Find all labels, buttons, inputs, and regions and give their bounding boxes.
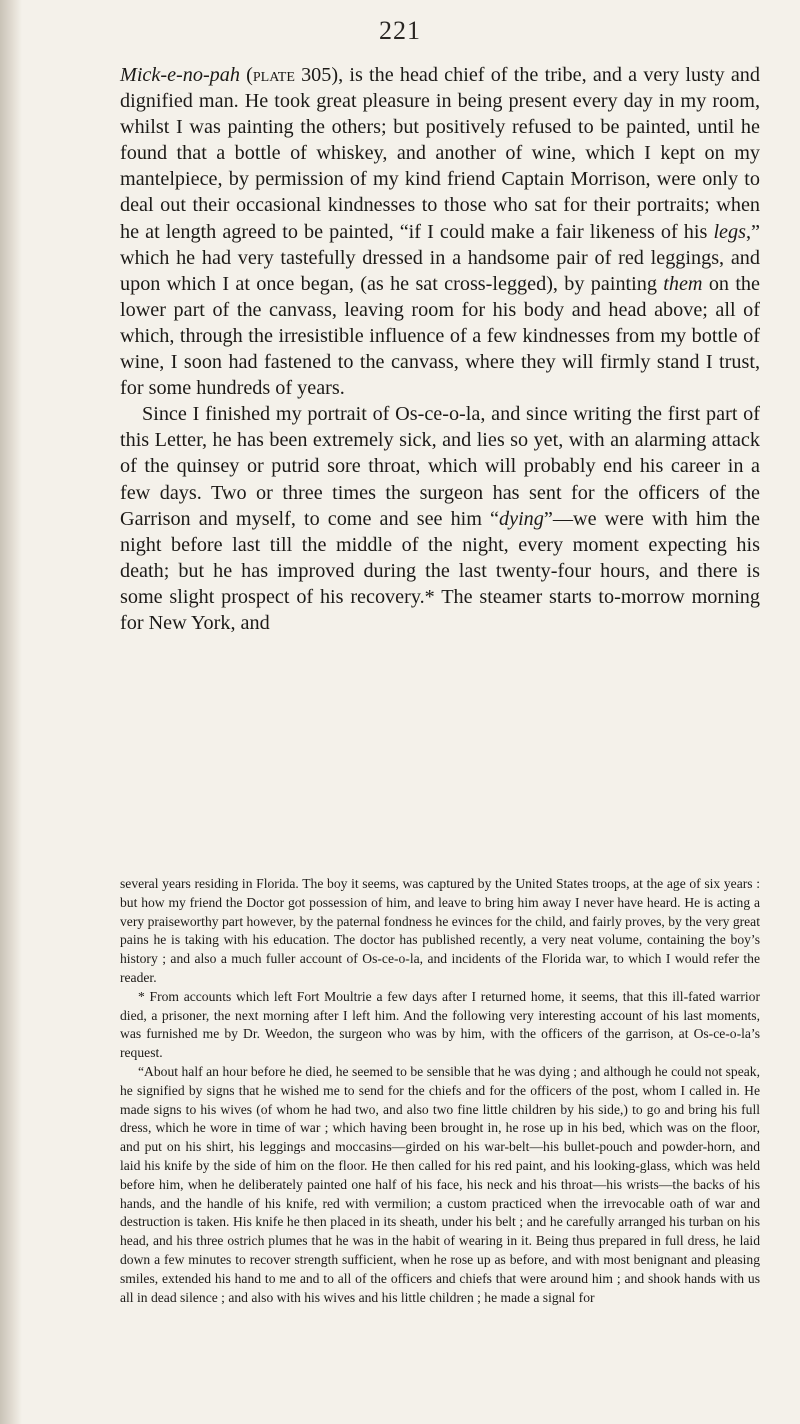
emphasis-legs: legs <box>713 220 746 243</box>
main-text <box>120 62 760 636</box>
emphasis-dying: dying <box>499 507 544 530</box>
page-number: 221 <box>379 16 421 45</box>
paragraph-text: on the lower part of the canvass, leaving room for his body and head above; all of which, through the irresistible influence of a few kindnesses from my bottle of wine, I soon had fastened to the canvass, where they will firmly stand I trust, for some hundreds of years. <box>120 272 760 400</box>
paragraph-text: , is the head chief of the tribe, and a very lusty and dignified man. He took great pleasure in being present every day in my room, whilst I was painting the others; but positively refused to be painted, until he found that a bottle of whiskey, and another of wine, which I kept on my mantelpiece, by permission of my kind friend Captain Morrison, were only to deal out their occasional kindnesses to those who sat for their portraits; when he at length agreed to be painted, “if I could make a fair likeness of his <box>120 64 760 243</box>
paragraph-mick-e-no-pah <box>120 62 760 401</box>
footnote-osceola-death: * From accounts which left Fort Moultrie a few days after I returned home, it seems, that this ill-fated warrior died, a prisoner, the next morning after I left him. And the following very interesting account of his last moments, was furnished me by Dr. Weedon, the surgeon who was by him, with the officers of the garrison, at Os-ce-o-la’s request. <box>120 988 760 1061</box>
footnote-weedon-account: “About half an hour before he died, he seemed to be sensible that he was dying ; and although he could not speak, he signified by signs that he wished me to send for the chiefs and for the officers of the post, whom I called in. He made signs to his wives (of whom he had two, and also two fine little children by his side,) to go and bring his full dress, which he wore in time of war ; which having been brought in, he rose up in his bed, which was on the floor, and put on his shirt, his leggings and moccasins—girded on his war-belt—his bullet-pouch and powder-horn, and laid his knife by the side of him on the floor. He then called for his red paint, and his looking-glass, which was held before him, when he deliberately painted one half of his face, his neck and his throat—his wrists—the backs of his hands, and the handle of his knife, red with vermilion; a custom practiced when the irrevocable oath of war and destruction is taken. His knife he then placed in its sheath, under his belt ; and he carefully arranged his turban on his head, and his three ostrich plumes that he was in the habit of wearing in it. Being thus prepared in full dress, he laid down a few minutes to recover strength sufficient, when he rose up as before, and with most benignant and pleasing smiles, extended his hand to me and to all of the officers and chiefs that were around him ; and shook hands with us all in dead silence ; and also with his wives and his little children ; he made a signal for <box>120 1063 760 1305</box>
plate-reference: (plate 305) <box>246 64 339 86</box>
chief-name: Mick-e-no-pah <box>120 64 240 86</box>
footnote-continued: several years residing in Florida. The boy it seems, was captured by the United States troops, at the age of six years : but how my friend the Doctor got possession of him, and leave to bring him away I never have heard. He is acting a very praiseworthy part however, by the paternal fondness he evinces for the child, and fairly proves, by the very great pains he is taking with his education. The doctor has published recently, a very neat volume, containing the boy’s history ; and also a much fuller account of Os-ce-o-la, and incidents of the Florida war, to which I would refer the reader. <box>120 876 760 985</box>
paragraph-osceola-illness <box>120 401 760 636</box>
emphasis-them: them <box>663 272 703 295</box>
paragraph-text: ,” which he had very tastefully dressed in a handsome pair of red leggings, and upon which I at once began, (as he sat cross-legged), by painting <box>120 220 760 295</box>
paragraph-text: ”—we were with him the night before last till the middle of the night, every moment expecting his death; but he has improved during the last twenty-four hours, and there is some slight prospect of his recovery.* The steamer starts to-morrow morning for New York, and <box>120 507 761 634</box>
footnotes <box>120 875 760 1307</box>
page-gutter-shadow <box>0 0 22 1424</box>
paragraph-text: Since I finished my portrait of Os-ce-o-la, and since writing the first part of this Letter, he has been extremely sick, and lies so yet, with an alarming attack of the quinsey or putrid sore throat, which will probably end his career in a few days. Two or three times the surgeon has sent for the officers of the Garrison and myself, to come and see him “ <box>120 403 760 530</box>
